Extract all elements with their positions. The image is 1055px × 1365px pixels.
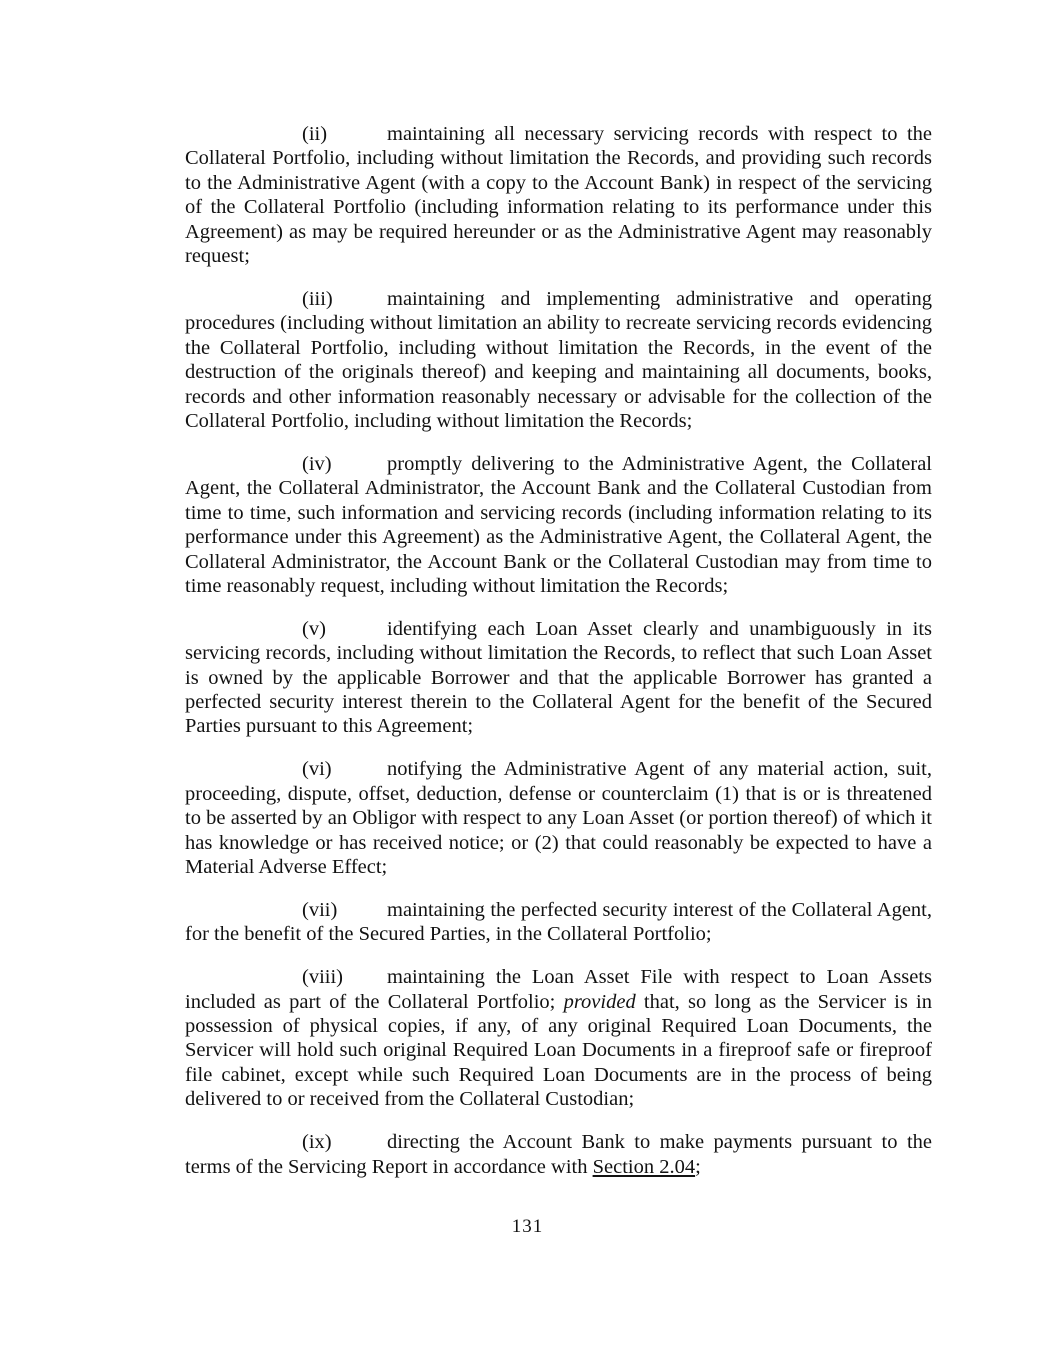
- paragraph-text: notifying the Administrative Agent of any material action, suit, proceeding, dispute, offset, deduction, defense or counterclaim (1) that is or is threatened to be asserted by an Obligor with respect to any Loan Asset (or portion thereof) of which it has knowledge or has received notice; or (2) that could reasonably be expected to have a Material Adverse Effect;: [185, 758, 932, 878]
- list-number: (iv): [302, 452, 332, 475]
- paragraph-ix: [185, 1130, 932, 1179]
- paragraph-text: maintaining the Loan Asset File with respect to Loan Assets included as part of the Collateral Portfolio;: [185, 966, 932, 1013]
- list-number: (ii): [302, 123, 328, 145]
- paragraph-iv: [185, 452, 932, 598]
- list-number: (ix): [302, 1131, 332, 1154]
- list-number: (vii): [302, 898, 338, 921]
- list-number: (v): [302, 617, 326, 640]
- paragraph-vii: [185, 898, 932, 947]
- paragraph-text: directing the Account Bank to make payments pursuant to the terms of the Servicing Report in accordance with: [185, 1131, 932, 1178]
- document-body: [185, 122, 932, 1197]
- list-number: (iii): [302, 287, 333, 310]
- paragraph-text: promptly delivering to the Administrative Agent, the Collateral Agent, the Collateral Administrator, the Account Bank and the Collateral Custodian from time to time, such information and servicing records (including information relating to its performance under this Agreement) as the Administrative Agent, the Collateral Agent, the Collateral Administrator, the Account Bank or the Collateral Custodian may from time to time reasonably request, including without limitation the Records;: [185, 452, 932, 597]
- list-number: (vi): [302, 758, 332, 781]
- paragraph-text: maintaining the perfected security interest of the Collateral Agent, for the benefit of the Secured Parties, in the Collateral Portfolio;: [185, 898, 932, 946]
- paragraph-ii: [185, 122, 932, 268]
- paragraph-v: [185, 617, 932, 739]
- paragraph-text: maintaining all necessary servicing records with respect to the Collateral Portfolio, including without limitation the Records, and providing such records to the Administrative Agent (with a copy to the Account Bank) in respect of the servicing of the Collateral Portfolio (including information relating to its performance under this Agreement) as may be required hereunder or as the Administrative Agent may reasonably request;: [185, 123, 932, 268]
- paragraph-vi: [185, 757, 932, 879]
- paragraph-iii: [185, 287, 932, 433]
- list-number: (viii): [302, 966, 343, 989]
- paragraph-viii: [185, 965, 932, 1111]
- section-reference: Section 2.04: [592, 1155, 696, 1178]
- paragraph-text: maintaining and implementing administrative and operating procedures (including without limitation an ability to recreate servicing records evidencing the Collateral Portfolio, including without limitation the Records, in the event of the destruction of the originals thereof) and keeping and maintaining all documents, books, records and other information reasonably necessary or advisable for the collection of the Collateral Portfolio, including without limitation the Records;: [185, 287, 932, 432]
- paragraph-text: that, so long as the Servicer is in possession of physical copies, if any, of any original Required Loan Documents, the Servicer will hold such original Required Loan Documents in a fireproof safe or fireproof file cabinet, except while such Required Loan Documents are in the process of being delivered to or received from the Collateral Custodian;: [185, 990, 932, 1111]
- paragraph-text: ;: [695, 1155, 701, 1178]
- paragraph-text: provided: [563, 990, 636, 1013]
- page-number: 131: [511, 1216, 544, 1237]
- paragraph-text: identifying each Loan Asset clearly and unambiguously in its servicing records, including without limitation the Records, to reflect that such Loan Asset is owned by the applicable Borrower and that the applicable Borrower has granted a perfected security interest therein to the Collateral Agent for the benefit of the Secured Parties pursuant to this Agreement;: [185, 617, 932, 738]
